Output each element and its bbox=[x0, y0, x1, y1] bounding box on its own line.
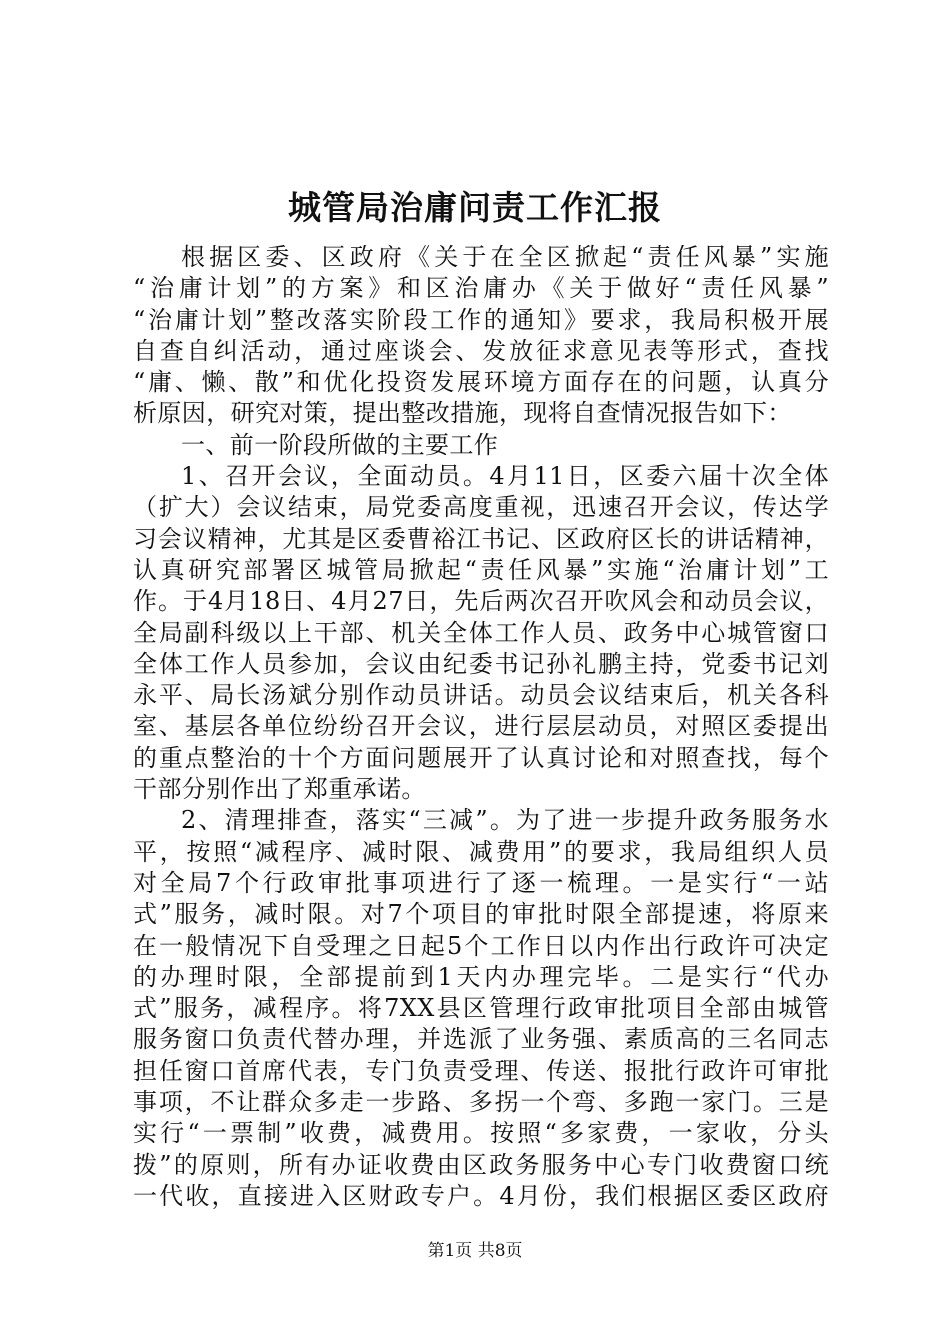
page-footer: 第1页 共8页 bbox=[427, 1241, 523, 1261]
body-text-line: 事项，不让群众多走一步路、多拐一个弯、多跑一家门。三是 bbox=[133, 1088, 829, 1117]
body-text-line: 服务窗口负责代替办理，并选派了业务强、素质高的三名同志 bbox=[133, 1025, 829, 1054]
body-text-line: 一、前一阶段所做的主要工作 bbox=[181, 430, 499, 459]
document-title: 城管局治庸问责工作汇报 bbox=[288, 188, 662, 227]
body-text-line: 自查自纠活动，通过座谈会、发放征求意见表等形式，查找 bbox=[133, 336, 829, 365]
body-text-line: 拨”的原则，所有办证收费由区政务服务中心专门收费窗口统 bbox=[133, 1150, 829, 1179]
body-text-line: 认真研究部署区城管局掀起“责任风暴”实施“治庸计划”工 bbox=[133, 555, 829, 584]
body-text-line: 式”服务，减时限。对7个项目的审批时限全部提速，将原来 bbox=[133, 900, 829, 929]
body-text-line: 习会议精神，尤其是区委曹裕江书记、区政府区长的讲话精神， bbox=[133, 524, 829, 553]
body-text-line: 2、清理排查，落实“三减”。为了进一步提升政务服务水 bbox=[181, 806, 829, 835]
body-text-line: （扩大）会议结束，局党委高度重视，迅速召开会议，传达学 bbox=[133, 493, 829, 522]
body-text-line: “治庸计划”的方案》和区治庸办《关于做好“责任风暴” bbox=[133, 274, 829, 303]
body-text-line: 根据区委、区政府《关于在全区掀起“责任风暴”实施 bbox=[181, 243, 829, 271]
body-text-line: 对全局7个行政审批事项进行了逐一梳理。一是实行“一站 bbox=[133, 868, 829, 897]
body-text-line: 实行“一票制”收费，减费用。按照“多家费，一家收，分头 bbox=[133, 1119, 829, 1148]
body-text-line: “治庸计划”整改落实阶段工作的通知》要求，我局积极开展 bbox=[133, 305, 829, 334]
body-text-line: 干部分别作出了郑重承诺。 bbox=[133, 775, 426, 804]
body-text-line: “庸、懒、散”和优化投资发展环境方面存在的问题，认真分 bbox=[133, 368, 829, 397]
body-text-line: 永平、局长汤斌分别作动员讲话。动员会议结束后，机关各科 bbox=[133, 681, 829, 710]
body-text-line: 全局副科级以上干部、机关全体工作人员、政务中心城管窗口 bbox=[133, 618, 829, 647]
body-text-line: 担任窗口首席代表，专门负责受理、传送、报批行政许可审批 bbox=[133, 1056, 829, 1085]
body-text-line: 在一般情况下自受理之日起5个工作日以内作出行政许可决定 bbox=[133, 931, 829, 960]
body-text-line: 式”服务，减程序。将7XX县区管理行政审批项目全部由城管 bbox=[133, 994, 829, 1023]
body-text-line: 的办理时限，全部提前到1天内办理完毕。二是实行“代办 bbox=[133, 962, 829, 991]
body-text-line: 室、基层各单位纷纷召开会议，进行层层动员，对照区委提出 bbox=[133, 712, 829, 741]
body-text-line: 全体工作人员参加，会议由纪委书记孙礼鹏主持，党委书记刘 bbox=[133, 649, 829, 678]
body-text-line: 平，按照“减程序、减时限、减费用”的要求，我局组织人员 bbox=[133, 837, 829, 866]
body-text-line: 析原因，研究对策，提出整改措施，现将自查情况报告如下： bbox=[133, 399, 792, 428]
body-text-line: 1、召开会议，全面动员。4月11日，区委六届十次全体 bbox=[181, 462, 829, 491]
body-text-line: 一代收，直接进入区财政专户。4月份，我们根据区委区政府 bbox=[133, 1181, 829, 1210]
body-text-line: 的重点整治的十个方面问题展开了认真讨论和对照查找，每个 bbox=[133, 743, 829, 772]
document-body bbox=[133, 242, 829, 1212]
body-text-line: 作。于4月18日、4月27日，先后两次召开吹风会和动员会议， bbox=[133, 587, 829, 616]
